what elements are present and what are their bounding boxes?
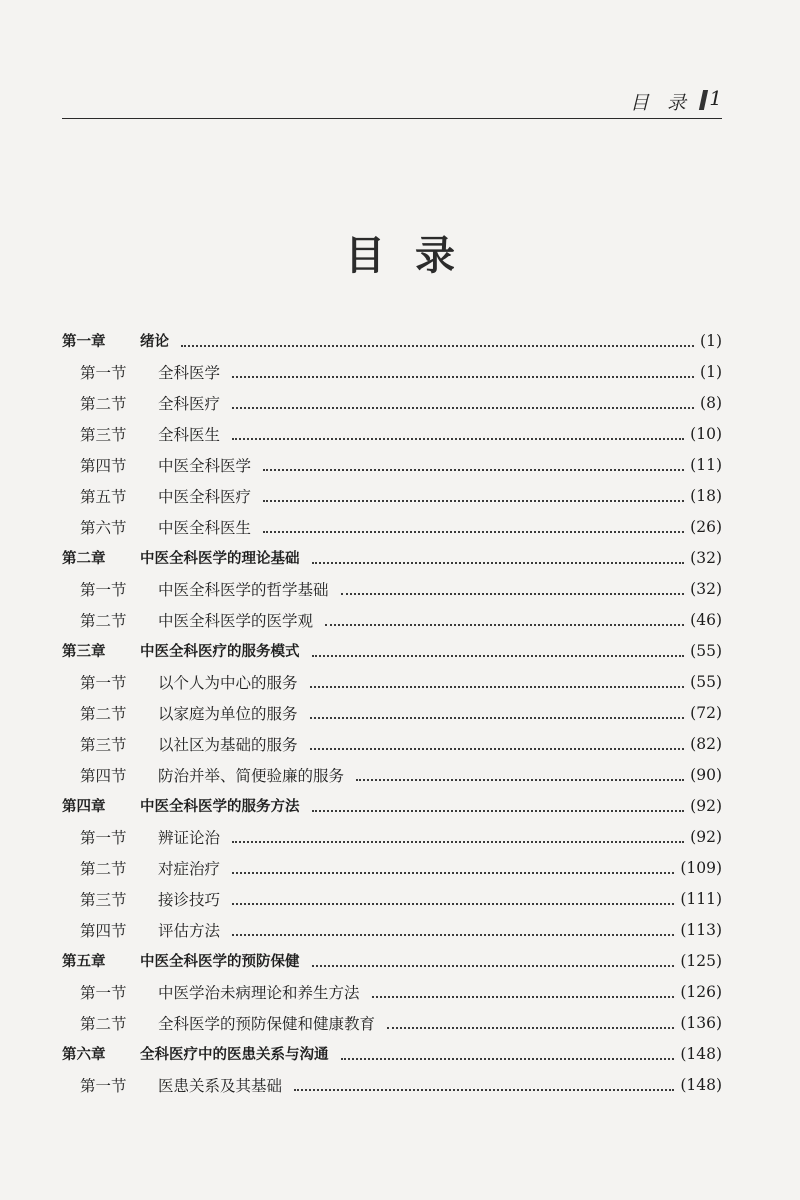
toc-section-row[interactable] (62, 914, 722, 945)
toc-entry-number: 第四章 (62, 799, 106, 815)
toc-entry-number: 第一节 (80, 983, 127, 1002)
toc-entry-page: (148) (680, 1044, 722, 1063)
toc-entry-title: 辨证论治 (158, 828, 221, 847)
toc-entry-title: 以个人为中心的服务 (158, 673, 298, 692)
toc-entry-title: 绪论 (140, 334, 169, 350)
toc-entry-title: 中医学治未病理论和养生方法 (158, 983, 360, 1002)
toc-entry-title: 评估方法 (158, 921, 221, 940)
toc-entry-page: (125) (680, 951, 722, 970)
toc-entry-number: 第二节 (80, 704, 127, 723)
toc-entry-page: (113) (680, 920, 722, 939)
table-of-contents (62, 325, 722, 1100)
toc-section-row[interactable] (62, 728, 722, 759)
dot-leader (232, 374, 694, 378)
dot-leader (310, 715, 685, 719)
dot-leader (310, 746, 685, 750)
dot-leader (232, 839, 684, 843)
running-header (62, 82, 722, 119)
toc-entry-title: 以家庭为单位的服务 (158, 704, 298, 723)
toc-section-row[interactable] (62, 666, 722, 697)
toc-entry-page: (148) (680, 1075, 722, 1094)
toc-entry-number: 第三节 (80, 890, 127, 909)
toc-entry-page: (126) (680, 982, 722, 1001)
toc-section-row[interactable] (62, 356, 722, 387)
toc-entry-page: (111) (680, 889, 722, 908)
toc-entry-number: 第三节 (80, 425, 127, 444)
toc-entry-number: 第五章 (62, 954, 106, 970)
toc-entry-title: 防治并举、简便验廉的服务 (158, 766, 345, 785)
dot-leader (387, 1025, 674, 1029)
toc-entry-page: (10) (690, 424, 722, 443)
toc-entry-page: (136) (680, 1013, 722, 1032)
toc-entry-page: (26) (690, 517, 722, 536)
toc-entry-title: 医患关系及其基础 (158, 1076, 283, 1095)
toc-section-row[interactable] (62, 883, 722, 914)
toc-entry-page: (11) (690, 455, 722, 474)
dot-leader (341, 1056, 675, 1060)
toc-entry-number: 第一节 (80, 1076, 127, 1095)
dot-leader (341, 591, 685, 595)
dot-leader (181, 343, 694, 347)
toc-entry-page: (92) (690, 827, 722, 846)
toc-entry-number: 第四节 (80, 921, 127, 940)
dot-leader (325, 622, 684, 626)
dot-leader (263, 529, 684, 533)
dot-leader (310, 684, 685, 688)
toc-entry-number: 第二节 (80, 394, 127, 413)
toc-entry-title: 中医全科医学的医学观 (158, 611, 314, 630)
toc-section-row[interactable] (62, 1069, 722, 1100)
toc-entry-title: 全科医学 (158, 363, 221, 382)
toc-chapter-row[interactable] (62, 945, 722, 976)
toc-entry-title: 全科医疗中的医患关系与沟通 (140, 1047, 329, 1063)
toc-entry-title: 以社区为基础的服务 (158, 735, 298, 754)
toc-entry-title: 中医全科医学的预防保健 (140, 954, 300, 970)
header-page-number: 1 (709, 86, 722, 110)
toc-entry-number: 第六节 (80, 518, 127, 537)
toc-section-row[interactable] (62, 573, 722, 604)
toc-entry-title: 中医全科医学 (158, 456, 252, 475)
toc-entry-number: 第二节 (80, 1014, 127, 1033)
dot-leader (232, 436, 684, 440)
toc-entry-title: 全科医学的预防保健和健康教育 (158, 1014, 376, 1033)
toc-entry-page: (8) (700, 393, 722, 412)
toc-entry-page: (72) (690, 703, 722, 722)
toc-entry-title: 中医全科医学的哲学基础 (158, 580, 329, 599)
toc-section-row[interactable] (62, 604, 722, 635)
toc-section-row[interactable] (62, 759, 722, 790)
toc-section-row[interactable] (62, 449, 722, 480)
toc-entry-number: 第二节 (80, 611, 127, 630)
toc-entry-page: (92) (690, 796, 722, 815)
toc-entry-title: 接诊技巧 (158, 890, 221, 909)
toc-entry-page: (82) (690, 734, 722, 753)
toc-entry-page: (46) (690, 610, 722, 629)
toc-entry-title: 中医全科医疗 (158, 487, 252, 506)
dot-leader (294, 1087, 674, 1091)
toc-entry-number: 第三章 (62, 644, 106, 660)
toc-section-row[interactable] (62, 852, 722, 883)
dot-leader (312, 963, 675, 967)
page-title: 目录 (345, 232, 485, 279)
toc-entry-page: (18) (690, 486, 722, 505)
dot-leader (232, 405, 694, 409)
toc-section-row[interactable] (62, 387, 722, 418)
toc-entry-number: 第一节 (80, 673, 127, 692)
toc-entry-page: (32) (690, 579, 722, 598)
toc-section-row[interactable] (62, 976, 722, 1007)
toc-chapter-row[interactable] (62, 790, 722, 821)
toc-chapter-row[interactable] (62, 1038, 722, 1069)
toc-entry-number: 第三节 (80, 735, 127, 754)
dot-leader (232, 870, 674, 874)
header-label: 目 录 (629, 92, 692, 114)
toc-entry-page: (90) (690, 765, 722, 784)
toc-entry-number: 第一节 (80, 580, 127, 599)
dot-leader (356, 777, 684, 781)
toc-chapter-row[interactable] (62, 635, 722, 666)
toc-section-row[interactable] (62, 821, 722, 852)
dot-leader (263, 467, 684, 471)
toc-entry-title: 中医全科医生 (158, 518, 252, 537)
dot-leader (312, 560, 685, 564)
toc-entry-number: 第四节 (80, 456, 127, 475)
toc-chapter-row[interactable] (62, 542, 722, 573)
toc-entry-title: 全科医疗 (158, 394, 221, 413)
toc-section-row[interactable] (62, 697, 722, 728)
dot-leader (312, 653, 685, 657)
toc-entry-page: (1) (700, 331, 722, 350)
toc-entry-page: (55) (690, 672, 722, 691)
toc-entry-number: 第一节 (80, 828, 127, 847)
toc-entry-number: 第二章 (62, 551, 106, 567)
toc-entry-title: 中医全科医疗的服务模式 (140, 644, 300, 660)
toc-entry-number: 第二节 (80, 859, 127, 878)
toc-entry-number: 第六章 (62, 1047, 106, 1063)
toc-entry-number: 第四节 (80, 766, 127, 785)
toc-chapter-row[interactable] (62, 325, 722, 356)
dot-leader (312, 808, 685, 812)
toc-entry-title: 中医全科医学的服务方法 (140, 799, 300, 815)
toc-section-row[interactable] (62, 1007, 722, 1038)
toc-entry-page: (55) (690, 641, 722, 660)
toc-entry-number: 第一节 (80, 363, 127, 382)
toc-section-row[interactable] (62, 480, 722, 511)
toc-entry-title: 中医全科医学的理论基础 (140, 551, 300, 567)
toc-entry-number: 第一章 (62, 334, 106, 350)
toc-entry-title: 对症治疗 (158, 859, 221, 878)
toc-entry-number: 第五节 (80, 487, 127, 506)
toc-section-row[interactable] (62, 511, 722, 542)
dot-leader (232, 901, 674, 905)
toc-entry-page: (1) (700, 362, 722, 381)
toc-entry-page: (109) (680, 858, 722, 877)
dot-leader (232, 932, 674, 936)
toc-entry-page: (32) (690, 548, 722, 567)
header-divider-bar (699, 90, 708, 110)
dot-leader (263, 498, 684, 502)
dot-leader (372, 994, 675, 998)
toc-section-row[interactable] (62, 418, 722, 449)
toc-entry-title: 全科医生 (158, 425, 221, 444)
